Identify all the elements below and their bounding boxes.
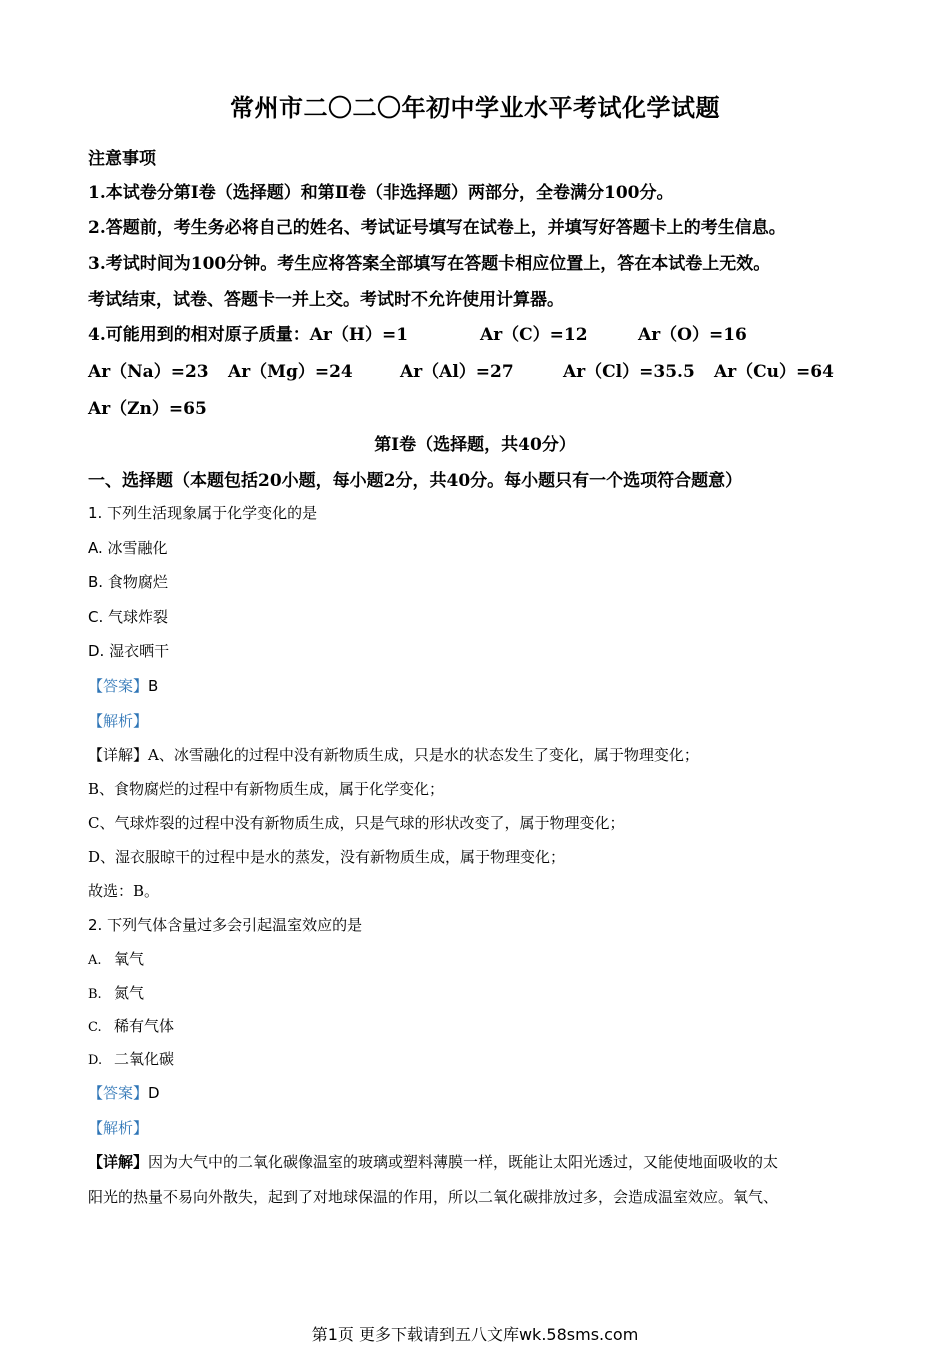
q2-detail-text-1: 因为大气中的二氧化碳像温室的玻璃或塑料薄膜一样，既能让太阳光透过，又能使地面吸收的太	[148, 1153, 779, 1171]
mass-o: Ar（O）=16	[638, 325, 747, 345]
q1-answer	[88, 675, 158, 696]
q2-option-a	[88, 948, 144, 969]
q2-option-a-letter: A.	[88, 953, 102, 968]
q1-option-b: B. 食物腐烂	[88, 573, 168, 591]
q1-answer-value: B	[148, 677, 159, 695]
q2-analysis-label: 【解析】	[88, 1119, 149, 1137]
q2-option-c-text: 稀有气体	[114, 1017, 175, 1035]
mass-c: Ar（C）=12	[480, 325, 588, 345]
note-1: 1.本试卷分第Ⅰ卷（选择题）和第Ⅱ卷（非选择题）两部分，全卷满分100分。	[88, 183, 674, 203]
q1-option-d: D. 湿衣晒干	[88, 642, 170, 660]
q2-detail-2: 阳光的热量不易向外散失，起到了对地球保温的作用，所以二氧化碳排放过多，会造成温室效应。氧气、	[88, 1188, 779, 1206]
q2-option-d	[88, 1048, 174, 1069]
mass-cu: Ar（Cu）=64	[714, 362, 834, 382]
q2-option-b	[88, 982, 144, 1003]
q1-detail-2: B、食物腐烂的过程中有新物质生成，属于化学变化；	[88, 780, 445, 798]
q1-detail-5: 故选：B。	[88, 882, 160, 900]
q1-detail-4: D、湿衣服晾干的过程中是水的蒸发，没有新物质生成，属于物理变化；	[88, 848, 566, 866]
q2-stem: 2. 下列气体含量过多会引起温室效应的是	[88, 916, 363, 934]
q2-option-b-letter: B.	[88, 987, 102, 1002]
section-heading: 一、选择题（本题包括20小题，每小题2分，共40分。每小题只有一个选项符合题意）	[88, 471, 743, 491]
mass-mg: Ar（Mg）=24	[228, 362, 353, 382]
page-title: 常州市二〇二〇年初中学业水平考试化学试题	[230, 93, 720, 122]
q2-option-d-text: 二氧化碳	[114, 1050, 175, 1068]
q1-analysis-label: 【解析】	[88, 712, 149, 730]
q2-answer	[88, 1082, 160, 1103]
note-4-text: 4.可能用到的相对原子质量：Ar（H）=1	[88, 325, 409, 345]
mass-cl: Ar（Cl）=35.5	[563, 362, 695, 382]
note-4	[88, 320, 747, 345]
q2-option-c-letter: C.	[88, 1020, 102, 1035]
mass-na: Ar（Na）=23	[88, 362, 209, 382]
q1-option-a: A. 冰雪融化	[88, 539, 168, 557]
q1-detail-label: 【详解】	[88, 746, 149, 764]
notes-heading: 注意事项	[88, 149, 156, 169]
q1-detail-text-1: A、冰雪融化的过程中没有新物质生成，只是水的状态发生了变化，属于物理变化；	[148, 746, 699, 764]
q1-stem: 1. 下列生活现象属于化学变化的是	[88, 504, 318, 522]
q2-answer-value: D	[148, 1084, 160, 1102]
q1-detail-3: C、气球炸裂的过程中没有新物质生成，只是气球的形状改变了，属于物理变化；	[88, 814, 625, 832]
q1-option-c: C. 气球炸裂	[88, 608, 169, 626]
note-3: 3.考试时间为100分钟。考生应将答案全部填写在答题卡相应位置上，答在本试卷上无效。	[88, 254, 771, 274]
q2-option-c	[88, 1015, 174, 1036]
q1-answer-label: 【答案】	[88, 677, 149, 695]
note-3-continued: 考试结束，试卷、答题卡一并上交。考试时不允许使用计算器。	[88, 290, 564, 310]
q2-option-d-letter: D.	[88, 1053, 103, 1068]
q2-detail-label: 【详解】	[88, 1153, 149, 1171]
mass-al: Ar（Al）=27	[400, 362, 514, 382]
section-title: 第Ⅰ卷（选择题，共40分）	[374, 435, 576, 455]
q2-option-a-text: 氧气	[114, 950, 145, 968]
q1-detail-1	[88, 744, 699, 765]
q2-option-b-text: 氮气	[114, 984, 145, 1002]
page-footer: 第1页 更多下载请到五八文库wk.58sms.com	[311, 1325, 639, 1344]
q2-detail-1	[88, 1151, 778, 1172]
note-2: 2.答题前，考生务必将自己的姓名、考试证号填写在试卷上，并填写好答题卡上的考生信息。	[88, 218, 786, 238]
mass-zn: Ar（Zn）=65	[88, 399, 207, 419]
q2-answer-label: 【答案】	[88, 1084, 149, 1102]
